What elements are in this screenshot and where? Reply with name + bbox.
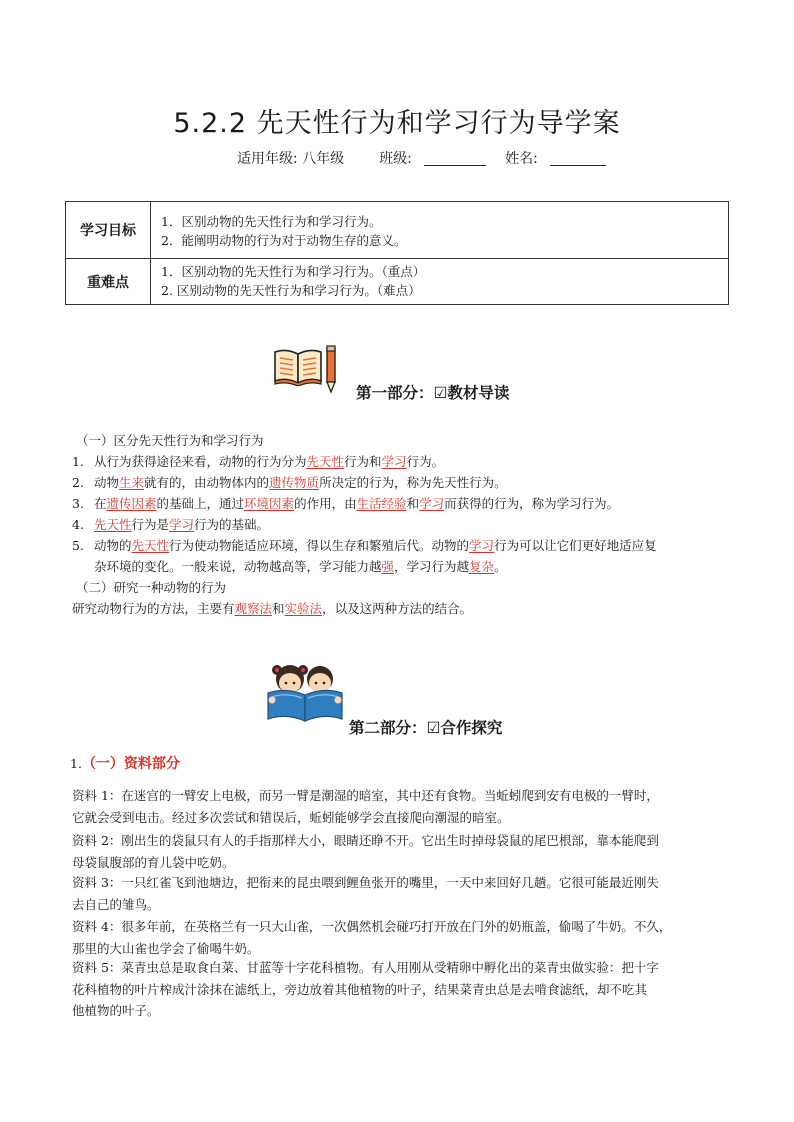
list-item-continued: 杂环境的变化。一般来说，动物越高等，学习能力越强，学习行为越复杂。: [94, 557, 507, 578]
class-blank[interactable]: [424, 151, 486, 166]
objectives-table: [65, 201, 729, 305]
objective-item: 2. 区别动物的先天性行为和学习行为。（难点）: [161, 283, 421, 298]
method-line: 研究动物行为的方法，主要有观察法和实验法，以及这两种方法的结合。: [72, 599, 472, 620]
table-row: [66, 202, 729, 259]
section1-title: （一）区分先天性行为和学习行为: [76, 433, 264, 448]
material-item: 资料 1：在迷宫的一臂安上电极，而另一臂是潮湿的暗室，其中还有食物。当蚯蚓爬到安有电极的一臂时， 它就会受到电击。经过多次尝试和错误后，蚯蚓能够学会直接爬向潮湿的暗室。: [72, 788, 659, 825]
list-item: 2. 动物生来就有的，由动物体内的遗传物质所决定的行为，称为先天性行为。: [72, 473, 507, 494]
section2-title: （二）研究一种动物的行为: [76, 580, 227, 595]
answer-blank[interactable]: 生来: [119, 475, 145, 490]
objective-item: 1．区别动物的先天性行为和学习行为。: [161, 214, 382, 229]
answer-blank[interactable]: 学习: [469, 538, 495, 553]
row-header: 学习目标: [66, 202, 151, 259]
part1-heading: 第一部分：☑教材导读: [356, 384, 510, 402]
name-blank[interactable]: [550, 151, 606, 166]
objective-item: 1．区别动物的先天性行为和学习行为。（重点）: [161, 264, 426, 279]
material-item: 资料 4：很多年前，在英格兰有一只大山雀，一次偶然机会碰巧打开放在门外的奶瓶盖，偷喝了牛奶。不久， 那里的大山雀也学会了偷喝牛奶。: [72, 919, 672, 956]
material-item: 资料 3：一只红雀飞到池塘边，把衔来的昆虫喂到鲤鱼张开的嘴里，一天中来回好几趟。它很可能最近刚失 去自己的雏鸟。: [72, 875, 659, 912]
material-item: 资料 2：刚出生的袋鼠只有人的手指那样大小，眼睛还睁不开。它出生时掉母袋鼠的尾巴根部，靠本能爬到 母袋鼠腹部的育儿袋中吃奶。: [72, 833, 659, 870]
row-content: [151, 202, 729, 259]
row-header: 重难点: [66, 259, 151, 305]
materials-list: [72, 785, 732, 1022]
answer-blank[interactable]: 先天性: [131, 538, 170, 553]
answer-blank[interactable]: 遗传物质: [269, 475, 320, 490]
open-book-icon: [272, 346, 324, 386]
header-info: [237, 148, 606, 168]
answer-blank[interactable]: 复杂: [469, 559, 495, 574]
part2-heading: 第二部分：☑合作探究: [349, 719, 503, 737]
pencil-icon: [322, 344, 340, 394]
answer-blank[interactable]: 观察法: [234, 601, 273, 616]
row-content: [151, 259, 729, 305]
page-title: 5.2.2 先天性行为和学习行为导学案: [173, 108, 621, 139]
list-item: 4. 先天性行为是学习行为的基础。: [72, 515, 269, 536]
material-item: 资料 5：菜青虫总是取食白菜、甘蓝等十字花科植物。有人用刚从受精卵中孵化出的菜青虫做实验：把十字 花科植物的叶片榨成汁涂抹在滤纸上，旁边放着其他植物的叶子，结果菜青虫总是去啃食滤纸，却不吃其 他植物的叶子。: [72, 960, 659, 1018]
name-label: 姓名:: [505, 151, 538, 167]
answer-blank[interactable]: 遗传因素: [106, 496, 157, 511]
answer-blank[interactable]: 先天性: [94, 517, 132, 532]
class-label: 班级:: [379, 151, 412, 167]
answer-blank[interactable]: 学习: [419, 496, 445, 511]
list-item: 5. 动物的先天性行为使动物能适应环境，得以生存和繁殖后代。动物的学习行为可以让它们更好地适应复: [72, 536, 657, 557]
answer-blank[interactable]: 实验法: [284, 601, 323, 616]
table-row: [66, 259, 729, 305]
grade-label: 适用年级: 八年级: [237, 151, 345, 167]
answer-blank[interactable]: 学习: [169, 517, 195, 532]
materials-heading: 1.（一）资料部分: [70, 756, 180, 772]
list-item: 1. 从行为获得途径来看，动物的行为分为先天性行为和学习行为。: [72, 452, 444, 473]
reading-kids-icon: [264, 655, 346, 723]
answer-blank[interactable]: 环境因素: [244, 496, 295, 511]
list-item: 3. 在遗传因素的基础上，通过环境因素的作用，由生活经验和学习而获得的行为，称为学习行为。: [72, 494, 619, 515]
answer-blank[interactable]: 强: [381, 559, 395, 574]
answer-blank[interactable]: 学习: [381, 454, 407, 469]
answer-blank[interactable]: 先天性: [306, 454, 345, 469]
objective-item: 2．能阐明动物的行为对于动物生存的意义。: [161, 233, 407, 248]
answer-blank[interactable]: 生活经验: [356, 496, 407, 511]
